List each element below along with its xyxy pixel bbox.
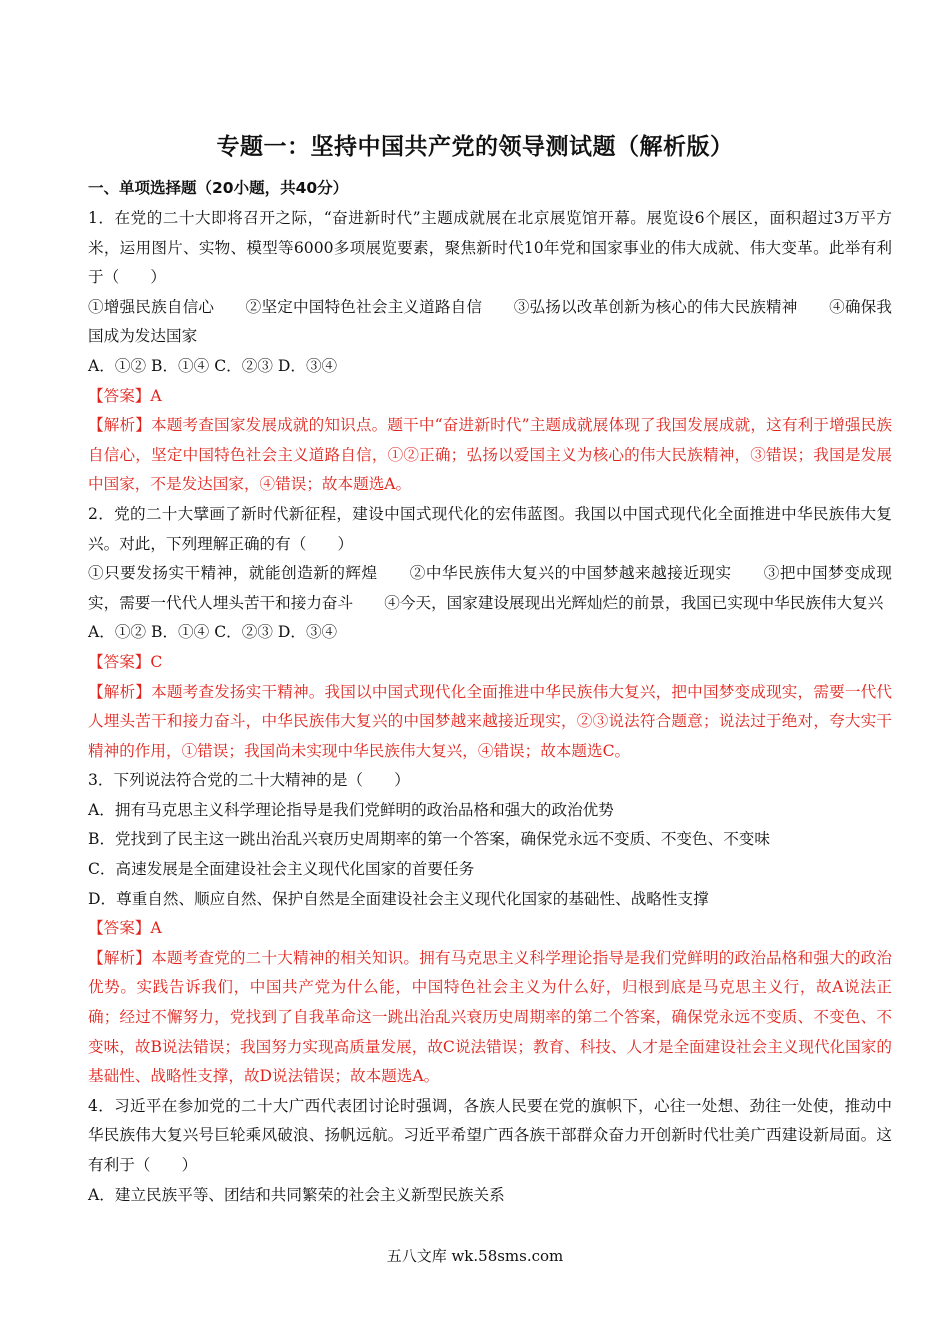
question-3-choice-a: A．拥有马克思主义科学理论指导是我们党鲜明的政治品格和强大的政治优势 [88, 800, 614, 819]
question-3-analysis: 【解析】本题考查党的二十大精神的相关知识。拥有马克思主义科学理论指导是我们党鲜明的政治品格和强大的政治优势。实践告诉我们，中国共产党为什么能，中国特色社会主义为什么好，归根到底是马克思主义行，故A说法正确；经过不懈努力，党找到了自我革命这一跳出治乱兴衰历史周期率的第二个答案，确保党永远不变质、不变色、不变味，故B说法错误；我国努力实现高质量发展，故C说法错误；教育、科技、人才是全面建设社会主义现代化国家的基础性、战略性支撑，故D说法错误；故本题选A。 [88, 948, 892, 1086]
question-4-stem: 4．习近平在参加党的二十大广西代表团讨论时强调，各族人民要在党的旗帜下，心往一处想、劲往一处使，推动中华民族伟大复兴号巨轮乘风破浪、扬帆远航。习近平希望广西各族干部群众奋力开创新时代壮美广西建设新局面。这有利于（ ） [88, 1096, 892, 1174]
question-1-analysis: 【解析】本题考查国家发展成就的知识点。题干中“奋进新时代”主题成就展体现了我国发展成就，这有利于增强民族自信心，坚定中国特色社会主义道路自信，①②正确；弘扬以爱国主义为核心的伟大民族精神，③错误；我国是发展中国家，不是发达国家，④错误；故本题选A。 [88, 416, 892, 494]
question-1-statements: ①增强民族自信心 ②坚定中国特色社会主义道路自信 ③弘扬以改革创新为核心的伟大民族精神 ④确保我国成为发达国家 [88, 297, 892, 346]
question-1-stem: 1．在党的二十大即将召开之际，“奋进新时代”主题成就展在北京展览馆开幕。展览设6个展区，面积超过3万平方米，运用图片、实物、模型等6000多项展览要素，聚焦新时代10年党和国家事业的伟大成就、伟大变革。此举有利于（ ） [88, 209, 892, 287]
question-2-analysis: 【解析】本题考查发扬实干精神。我国以中国式现代化全面推进中华民族伟大复兴，把中国梦变成现实，需要一代代人埋头苦干和接力奋斗，中华民族伟大复兴的中国梦越来越接近现实，②③说法符合题意；说法过于绝对，夸大实干精神的作用，①错误；我国尚未实现中华民族伟大复兴，④错误；故本题选C。 [88, 682, 892, 760]
question-3-stem: 3．下列说法符合党的二十大精神的是（ ） [88, 771, 410, 790]
question-2-statements: ①只要发扬实干精神，就能创造新的辉煌 ②中华民族伟大复兴的中国梦越来越接近现实 ③把中国梦变成现实，需要一代代人埋头苦干和接力奋斗 ④今天，国家建设展现出光辉灿烂的前景，我国已实现中华民族伟大复兴 [88, 564, 892, 612]
question-3-answer: 【答案】A [88, 919, 162, 938]
question-4-choice-a: A．建立民族平等、团结和共同繁荣的社会主义新型民族关系 [88, 1185, 505, 1204]
question-3-choice-d: D．尊重自然、顺应自然、保护自然是全面建设社会主义现代化国家的基础性、战略性支撑 [88, 889, 709, 908]
question-2-options: A．①② B．①④ C．②③ D．③④ [88, 623, 338, 642]
question-2-answer: 【答案】C [88, 652, 163, 671]
question-3-choice-b: B．党找到了民主这一跳出治乱兴衰历史周期率的第一个答案，确保党永远不变质、不变色、不变味 [88, 830, 770, 849]
document-body [88, 204, 892, 1210]
section-heading: 一、单项选择题（20小题，共40分） [88, 179, 349, 197]
document-title: 专题一：坚持中国共产党的领导测试题（解析版） [216, 134, 734, 160]
question-1-answer: 【答案】A [88, 386, 162, 405]
question-1-options: A．①② B．①④ C．②③ D．③④ [88, 356, 338, 375]
question-3-choice-c: C．高速发展是全面建设社会主义现代化国家的首要任务 [88, 860, 475, 879]
page-footer: 五八文库 wk.58sms.com [386, 1247, 564, 1265]
question-2-stem: 2．党的二十大擘画了新时代新征程，建设中国式现代化的宏伟蓝图。我国以中国式现代化全面推进中华民族伟大复兴。对此，下列理解正确的有（ ） [88, 504, 892, 553]
